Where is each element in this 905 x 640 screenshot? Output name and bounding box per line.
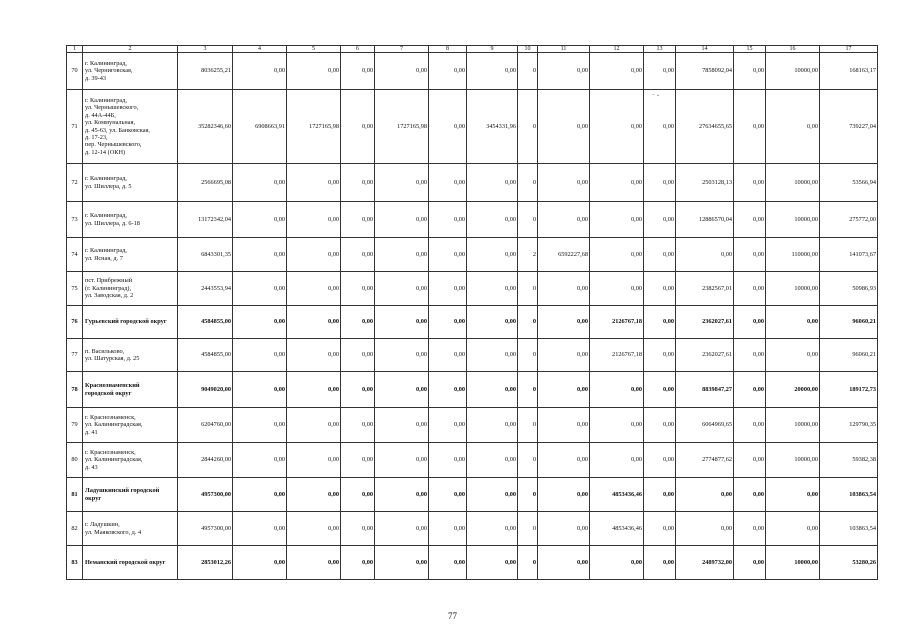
value-cell: 0,00 (233, 546, 287, 580)
value-cell: 0,00 (233, 408, 287, 443)
value-cell: 0,00 (538, 478, 590, 512)
value-cell: 0,00 (538, 372, 590, 408)
value-cell: 189172,73 (820, 372, 878, 408)
address-cell: г. Калининград, ул. Чернышевского, д. 44А-44Б, ул. Коммунальная, д. 45-63, ул. Банковская, д. 17-23, пер. Чернышевского, д. 12-14 (ОКН) (83, 90, 178, 164)
value-cell: 0 (518, 53, 538, 90)
value-cell: 0,00 (233, 272, 287, 306)
table-body (67, 46, 878, 580)
column-number-cell: 3 (178, 46, 233, 53)
value-cell: 10000,00 (766, 408, 820, 443)
value-cell: 0,00 (644, 202, 676, 238)
value-cell: 0,00 (644, 90, 676, 164)
value-cell: 0,00 (644, 164, 676, 202)
value-cell: 0,00 (341, 512, 375, 546)
value-cell: 0,00 (590, 372, 644, 408)
value-cell: 0,00 (538, 272, 590, 306)
value-cell: 0,00 (233, 512, 287, 546)
value-cell: 6843301,35 (178, 238, 233, 272)
column-number-cell: 17 (820, 46, 878, 53)
column-number-cell: 16 (766, 46, 820, 53)
value-cell: 35282346,60 (178, 90, 233, 164)
value-cell: 27634655,65 (676, 90, 734, 164)
table-row (67, 443, 878, 478)
value-cell: 103863,54 (820, 512, 878, 546)
value-cell: 739227,04 (820, 90, 878, 164)
value-cell: 0,00 (375, 339, 429, 372)
value-cell: 13172342,04 (178, 202, 233, 238)
value-cell: 2382567,01 (676, 272, 734, 306)
column-number-cell: 4 (233, 46, 287, 53)
value-cell: 0,00 (287, 512, 341, 546)
value-cell: 53566,94 (820, 164, 878, 202)
table-row (67, 306, 878, 339)
value-cell: 0,00 (676, 512, 734, 546)
value-cell: 0,00 (734, 512, 766, 546)
value-cell: 0,00 (429, 164, 467, 202)
value-cell: 0,00 (467, 546, 518, 580)
address-cell: г. Калининград, ул. Черниговская, д. 39-43 (83, 53, 178, 90)
value-cell: 0,00 (734, 546, 766, 580)
value-cell: 10000,00 (766, 53, 820, 90)
row-number-cell: 83 (67, 546, 83, 580)
value-cell: 0,00 (467, 238, 518, 272)
column-number-cell: 8 (429, 46, 467, 53)
page-number: 77 (448, 611, 457, 621)
value-cell: 0,00 (734, 202, 766, 238)
value-cell: 0,00 (538, 512, 590, 546)
value-cell: 0 (518, 546, 538, 580)
value-cell: 0,00 (644, 53, 676, 90)
value-cell: 0,00 (644, 306, 676, 339)
value-cell: 0,00 (375, 238, 429, 272)
value-cell: 0,00 (233, 53, 287, 90)
address-cell: Неманский городской округ (83, 546, 178, 580)
value-cell: 0,00 (766, 90, 820, 164)
value-cell: 0,00 (538, 546, 590, 580)
value-cell: 9049020,00 (178, 372, 233, 408)
value-cell: 0 (518, 408, 538, 443)
value-cell: 168163,17 (820, 53, 878, 90)
value-cell: 0,00 (538, 53, 590, 90)
value-cell: 0,00 (644, 512, 676, 546)
value-cell: 2443553,94 (178, 272, 233, 306)
value-cell: 7858092,04 (676, 53, 734, 90)
table-row (67, 90, 878, 164)
value-cell: 103863,54 (820, 478, 878, 512)
address-cell: г. Краснознаменск, ул. Калининградская, д. 41 (83, 408, 178, 443)
value-cell: 0,00 (287, 546, 341, 580)
address-cell: Ладушкинский городской округ (83, 478, 178, 512)
address-cell: пст. Прибрежный (г. Калининград), ул. Заводская, д. 2 (83, 272, 178, 306)
value-cell: 0,00 (538, 443, 590, 478)
value-cell: 0,00 (538, 90, 590, 164)
value-cell: 0,00 (590, 408, 644, 443)
value-cell: 0 (518, 202, 538, 238)
value-cell: 6204760,00 (178, 408, 233, 443)
value-cell: 0,00 (538, 408, 590, 443)
value-cell: 4853436,46 (590, 478, 644, 512)
value-cell: 0,00 (233, 306, 287, 339)
value-cell: 0,00 (766, 478, 820, 512)
value-cell: 0,00 (375, 443, 429, 478)
value-cell: 0,00 (341, 478, 375, 512)
address-cell: Гурьевский городской округ (83, 306, 178, 339)
value-cell: 0,00 (341, 546, 375, 580)
value-cell: 0,00 (429, 443, 467, 478)
value-cell: 2774877,62 (676, 443, 734, 478)
table-row (67, 512, 878, 546)
table-row (67, 478, 878, 512)
value-cell: 10000,00 (766, 164, 820, 202)
value-cell: 0,00 (538, 339, 590, 372)
value-cell: 59382,38 (820, 443, 878, 478)
value-cell: 0,00 (429, 90, 467, 164)
value-cell: 0,00 (429, 512, 467, 546)
value-cell: 0,00 (375, 408, 429, 443)
column-number-cell: 12 (590, 46, 644, 53)
value-cell: 0,00 (467, 339, 518, 372)
value-cell: 96060,21 (820, 306, 878, 339)
value-cell: 96060,21 (820, 339, 878, 372)
value-cell: 0,00 (233, 478, 287, 512)
value-cell: 0,00 (590, 238, 644, 272)
value-cell: 2 (518, 238, 538, 272)
value-cell: 10000,00 (766, 546, 820, 580)
value-cell: 0 (518, 512, 538, 546)
header-row (67, 46, 878, 53)
row-number-cell: 81 (67, 478, 83, 512)
value-cell: 0 (518, 272, 538, 306)
value-cell: 6908663,91 (233, 90, 287, 164)
value-cell: 0,00 (341, 164, 375, 202)
value-cell: 4957300,00 (178, 478, 233, 512)
value-cell: 0,00 (734, 164, 766, 202)
value-cell: 0,00 (734, 339, 766, 372)
value-cell: 0,00 (467, 202, 518, 238)
value-cell: 0 (518, 90, 538, 164)
value-cell: 0,00 (287, 53, 341, 90)
value-cell: 0 (518, 306, 538, 339)
value-cell: 0,00 (644, 272, 676, 306)
value-cell: 0,00 (233, 443, 287, 478)
column-number-cell: 9 (467, 46, 518, 53)
value-cell: 2489732,00 (676, 546, 734, 580)
value-cell: 0,00 (467, 408, 518, 443)
value-cell: 3454331,96 (467, 90, 518, 164)
value-cell: 0,00 (375, 478, 429, 512)
value-cell: 0 (518, 372, 538, 408)
address-cell: Краснознаменский городской округ (83, 372, 178, 408)
value-cell: 2853012,26 (178, 546, 233, 580)
address-cell: г. Ладушкин, ул. Маяковского, д. 4 (83, 512, 178, 546)
value-cell: 0,00 (233, 339, 287, 372)
value-cell: 2126767,18 (590, 306, 644, 339)
value-cell: 0,00 (429, 238, 467, 272)
table-row (67, 372, 878, 408)
value-cell: 4853436,46 (590, 512, 644, 546)
value-cell: 1727165,98 (375, 90, 429, 164)
value-cell: 0,00 (467, 164, 518, 202)
value-cell: 0,00 (429, 306, 467, 339)
value-cell: 0,00 (341, 272, 375, 306)
value-cell: 0,00 (375, 53, 429, 90)
value-cell: 0,00 (676, 238, 734, 272)
value-cell: 0,00 (734, 372, 766, 408)
value-cell: 0,00 (233, 372, 287, 408)
value-cell: 0,00 (429, 408, 467, 443)
value-cell: 0,00 (734, 90, 766, 164)
value-cell: 0,00 (538, 202, 590, 238)
value-cell: 0,00 (644, 339, 676, 372)
value-cell: 0,00 (766, 339, 820, 372)
value-cell: 0,00 (590, 272, 644, 306)
value-cell: 0,00 (429, 372, 467, 408)
value-cell: 0,00 (467, 478, 518, 512)
address-cell: г. Калининград, ул. Шиллера, д. 6-18 (83, 202, 178, 238)
value-cell: 6592227,68 (538, 238, 590, 272)
data-table (66, 45, 878, 580)
value-cell: 0,00 (341, 443, 375, 478)
value-cell: 0,00 (341, 202, 375, 238)
column-number-cell: 15 (734, 46, 766, 53)
value-cell: 0,00 (644, 478, 676, 512)
value-cell: 2503128,13 (676, 164, 734, 202)
value-cell: 0,00 (429, 478, 467, 512)
row-number-cell: 72 (67, 164, 83, 202)
value-cell: 129790,35 (820, 408, 878, 443)
value-cell: 0,00 (287, 272, 341, 306)
table-row (67, 339, 878, 372)
value-cell: 0,00 (287, 339, 341, 372)
value-cell: 141073,67 (820, 238, 878, 272)
value-cell: 50986,93 (820, 272, 878, 306)
value-cell: 0,00 (734, 306, 766, 339)
table-row (67, 546, 878, 580)
handwritten-mark: ~ ⌄ (652, 93, 661, 98)
column-number-cell: 13 (644, 46, 676, 53)
column-number-cell: 11 (538, 46, 590, 53)
value-cell: 8839847,27 (676, 372, 734, 408)
table-row (67, 238, 878, 272)
value-cell: 0,00 (287, 478, 341, 512)
value-cell: 0,00 (287, 164, 341, 202)
value-cell: 0,00 (233, 238, 287, 272)
value-cell: 0,00 (590, 202, 644, 238)
value-cell: 0,00 (429, 202, 467, 238)
row-number-cell: 78 (67, 372, 83, 408)
value-cell: 2362027,61 (676, 306, 734, 339)
value-cell: 0 (518, 339, 538, 372)
value-cell: 0,00 (287, 202, 341, 238)
value-cell: 0,00 (375, 306, 429, 339)
value-cell: 0,00 (341, 306, 375, 339)
value-cell: 0,00 (676, 478, 734, 512)
value-cell: 0,00 (429, 272, 467, 306)
value-cell: 0,00 (734, 238, 766, 272)
table-row (67, 272, 878, 306)
value-cell: 0,00 (766, 512, 820, 546)
address-cell: г. Краснознаменск, ул. Калининградская, д. 43 (83, 443, 178, 478)
value-cell: 0,00 (734, 53, 766, 90)
value-cell: 0,00 (734, 408, 766, 443)
value-cell: 0,00 (341, 53, 375, 90)
value-cell: 0,00 (644, 546, 676, 580)
value-cell: 0,00 (287, 408, 341, 443)
column-number-cell: 14 (676, 46, 734, 53)
value-cell: 0,00 (590, 53, 644, 90)
value-cell: 8036255,21 (178, 53, 233, 90)
value-cell: 275772,00 (820, 202, 878, 238)
value-cell: 0,00 (590, 90, 644, 164)
value-cell: 0 (518, 478, 538, 512)
value-cell: 0,00 (341, 90, 375, 164)
row-number-cell: 75 (67, 272, 83, 306)
value-cell: 0,00 (590, 164, 644, 202)
value-cell: 0,00 (375, 164, 429, 202)
column-number-cell: 1 (67, 46, 83, 53)
value-cell: 0,00 (644, 443, 676, 478)
value-cell: 0,00 (341, 339, 375, 372)
value-cell: 2362027,61 (676, 339, 734, 372)
value-cell: 53280,26 (820, 546, 878, 580)
column-number-cell: 5 (287, 46, 341, 53)
value-cell: 4957300,00 (178, 512, 233, 546)
value-cell: 20000,00 (766, 372, 820, 408)
value-cell: 0,00 (590, 443, 644, 478)
table-row (67, 53, 878, 90)
column-number-cell: 2 (83, 46, 178, 53)
value-cell: 2844260,00 (178, 443, 233, 478)
row-number-cell: 71 (67, 90, 83, 164)
value-cell: 0,00 (644, 238, 676, 272)
value-cell: 0,00 (287, 443, 341, 478)
row-number-cell: 73 (67, 202, 83, 238)
value-cell: 2566695,08 (178, 164, 233, 202)
value-cell: 0,00 (766, 306, 820, 339)
value-cell: 0,00 (467, 53, 518, 90)
table-row (67, 202, 878, 238)
value-cell: 0,00 (734, 272, 766, 306)
value-cell: 0,00 (734, 478, 766, 512)
value-cell: 0,00 (644, 372, 676, 408)
value-cell: 0,00 (287, 306, 341, 339)
value-cell: 2126767,18 (590, 339, 644, 372)
value-cell: 0,00 (538, 306, 590, 339)
value-cell: 10000,00 (766, 443, 820, 478)
value-cell: 0,00 (287, 238, 341, 272)
column-number-cell: 6 (341, 46, 375, 53)
value-cell: 1727165,98 (287, 90, 341, 164)
value-cell: 0,00 (375, 372, 429, 408)
column-number-cell: 7 (375, 46, 429, 53)
value-cell: 0,00 (429, 53, 467, 90)
value-cell: 0 (518, 164, 538, 202)
value-cell: 0,00 (287, 372, 341, 408)
value-cell: 0,00 (375, 202, 429, 238)
row-number-cell: 82 (67, 512, 83, 546)
row-number-cell: 70 (67, 53, 83, 90)
value-cell: 0,00 (467, 306, 518, 339)
table-row (67, 408, 878, 443)
value-cell: 0,00 (590, 546, 644, 580)
value-cell: 0,00 (233, 164, 287, 202)
value-cell: 0,00 (375, 546, 429, 580)
value-cell: 6064969,65 (676, 408, 734, 443)
table-row (67, 164, 878, 202)
value-cell: 0,00 (429, 546, 467, 580)
value-cell: 0,00 (375, 512, 429, 546)
value-cell: 0,00 (467, 372, 518, 408)
value-cell: 0,00 (644, 408, 676, 443)
value-cell: 0,00 (734, 443, 766, 478)
value-cell: 4584855,00 (178, 339, 233, 372)
row-number-cell: 77 (67, 339, 83, 372)
value-cell: 4584855,00 (178, 306, 233, 339)
value-cell: 10000,00 (766, 272, 820, 306)
value-cell: 0,00 (375, 272, 429, 306)
value-cell: 0,00 (341, 372, 375, 408)
value-cell: 0,00 (341, 408, 375, 443)
value-cell: 0,00 (467, 512, 518, 546)
row-number-cell: 74 (67, 238, 83, 272)
value-cell: 0,00 (467, 272, 518, 306)
address-cell: г. Калининград, ул. Шиллера, д. 5 (83, 164, 178, 202)
address-cell: п. Васильково, ул. Шатурская, д. 25 (83, 339, 178, 372)
value-cell: 10000,00 (766, 202, 820, 238)
row-number-cell: 76 (67, 306, 83, 339)
value-cell: 0,00 (341, 238, 375, 272)
value-cell: 0,00 (467, 443, 518, 478)
value-cell: 0 (518, 443, 538, 478)
value-cell: 0,00 (538, 164, 590, 202)
column-number-cell: 10 (518, 46, 538, 53)
address-cell: г. Калининград, ул. Ясная, д. 7 (83, 238, 178, 272)
value-cell: 0,00 (233, 202, 287, 238)
row-number-cell: 80 (67, 443, 83, 478)
row-number-cell: 79 (67, 408, 83, 443)
value-cell: 12886570,04 (676, 202, 734, 238)
value-cell: 110000,00 (766, 238, 820, 272)
value-cell: 0,00 (429, 339, 467, 372)
